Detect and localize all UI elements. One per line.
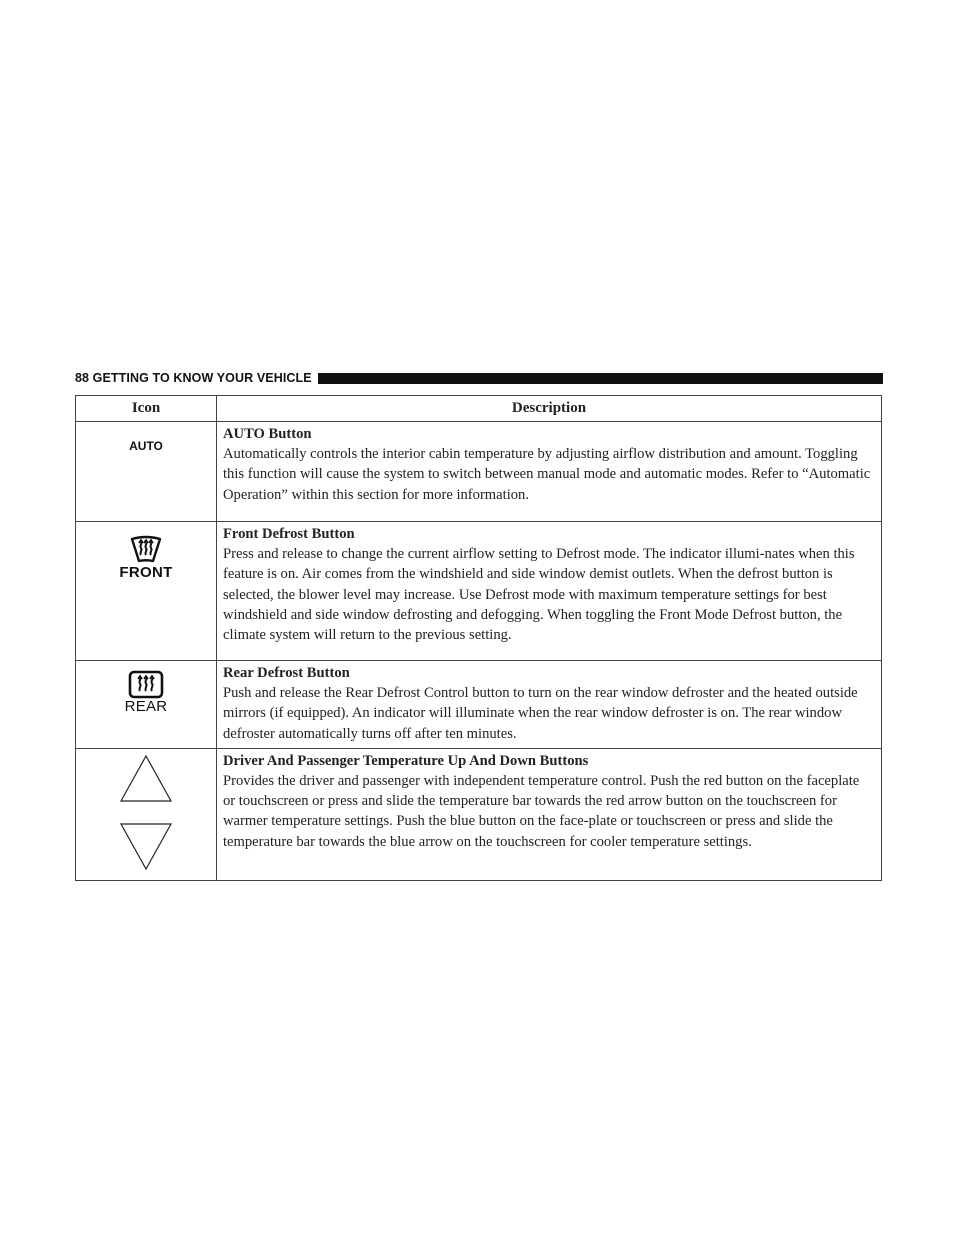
table-row (76, 661, 882, 749)
header-rule (318, 373, 883, 384)
icon-cell (76, 522, 217, 661)
table-row (76, 522, 882, 661)
column-header-icon: Icon (76, 396, 217, 422)
temperature-down-icon (121, 824, 171, 869)
front-icon-label: FRONT (119, 564, 173, 581)
icon-description-table (75, 395, 882, 881)
column-header-description: Description (217, 396, 882, 422)
row-body: Press and release to change the current airflow setting to Defrost mode. The indicator illumi-nates when this feature is on. Air comes from the windshield and side window demist outlets. When the defrost button is selected, the blower level may increase. Use Defrost mode with maximum temperature settings for best windshield and side window defrosting and defogging. When toggling the Front Mode Defrost button, the climate system will return to the previous setting. (223, 546, 855, 644)
icon-cell (76, 661, 217, 749)
table-header-row (76, 396, 882, 422)
icon-cell (76, 748, 217, 880)
rear-defrost-icon (76, 669, 216, 715)
rear-icon-label: REAR (124, 698, 168, 715)
page-header (75, 371, 883, 385)
row-title: Driver And Passenger Temperature Up And Down Buttons (223, 752, 589, 769)
table-row (76, 422, 882, 522)
page-label: 88 GETTING TO KNOW YOUR VEHICLE (75, 371, 312, 385)
row-body: Automatically controls the interior cabin temperature by adjusting airflow distribution and amount. Toggling this function will cause the system to switch between manual mode and automatic modes. Refer to “Automatic Operation” within this section for more information. (223, 446, 871, 503)
auto-icon: AUTO (129, 439, 163, 453)
temperature-up-icon (121, 756, 171, 801)
row-body: Push and release the Rear Defrost Control button to turn on the rear window defroster and the heated outside mirrors (if equipped). An indicator will illuminate when the rear window defroster is on. The rear window defroster automatically turns off after ten minutes. (223, 685, 858, 742)
front-defrost-icon (76, 534, 216, 581)
description-cell (217, 422, 882, 522)
icon-cell (76, 422, 217, 522)
description-cell (217, 748, 882, 880)
description-cell (217, 661, 882, 749)
description-cell (217, 522, 882, 661)
row-title: AUTO Button (223, 426, 312, 442)
row-title: Rear Defrost Button (223, 665, 350, 681)
table-row (76, 748, 882, 880)
row-body: Provides the driver and passenger with independent temperature control. Push the red button on the faceplate or touchscreen or press and slide the temperature bar towards the red arrow button on the touchscreen for warmer temperature settings. Push the blue button on the face-plate or touchscreen or press and slide the temperature bar towards the blue arrow on the touchscreen for cooler temperature settings. (223, 773, 860, 850)
temperature-up-down-icon (76, 754, 216, 874)
row-title: Front Defrost Button (223, 526, 355, 542)
